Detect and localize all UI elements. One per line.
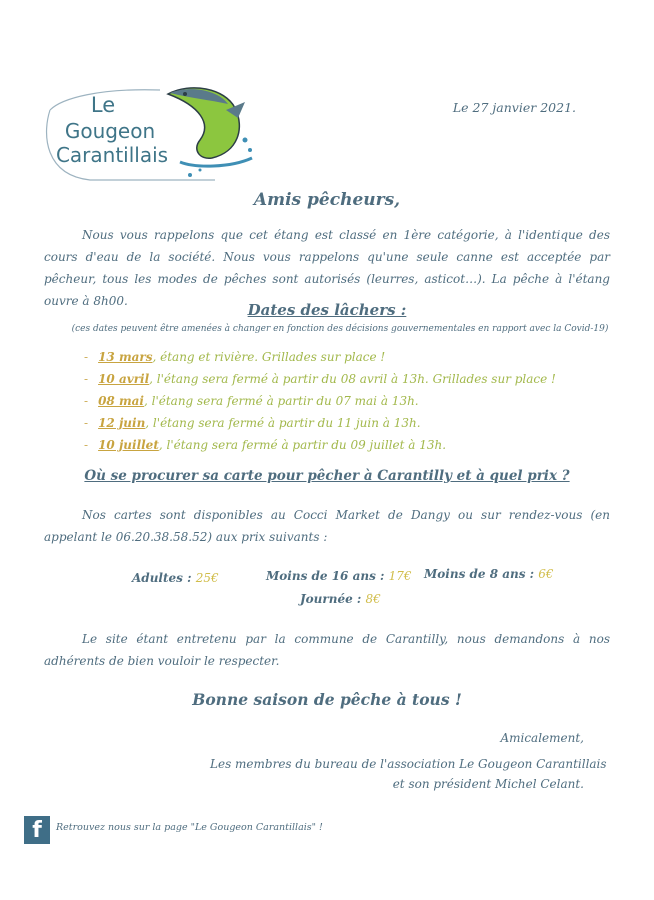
price-label: Moins de 16 ans : <box>266 569 385 583</box>
release-text: , l'étang sera fermé à partir du 11 juin à 13h. <box>145 416 421 430</box>
where-heading: Où se procurer sa carte pour pêcher à Carantilly et à quel prix ? <box>84 468 570 484</box>
price-under16 <box>266 569 412 583</box>
where-paragraph: Nos cartes sont disponibles au Cocci Market de Dangy ou sur rendez-vous (en appelant le 06.20.38.58.52) aux prix suivants : <box>44 508 610 544</box>
season-heading: Bonne saison de pêche à tous ! <box>192 690 462 709</box>
release-date: 08 mai <box>98 394 144 408</box>
release-list <box>84 346 556 456</box>
price-value: 8€ <box>365 592 381 606</box>
list-item: - 10 avril, l'étang sera fermé à partir du 08 avril à 13h. Grillades sur place ! <box>84 372 556 386</box>
fish-icon <box>168 88 245 158</box>
list-item: - 08 mai, l'étang sera fermé à partir du 07 mai à 13h. <box>84 394 419 408</box>
dates-note: (ces dates peuvent être amenées à changer en fonction des décisions gouvernementales en rapport avec la Covid-19) <box>71 324 609 334</box>
signature-greeting: Amicalement, <box>500 731 584 745</box>
price-day <box>300 592 381 606</box>
price-value: 6€ <box>538 567 554 581</box>
release-text: , l'étang sera fermé à partir du 08 avril à 13h. Grillades sur place ! <box>149 372 556 386</box>
price-value: 25€ <box>195 571 219 585</box>
dates-heading: Dates des lâchers : <box>247 301 407 319</box>
price-label: Moins de 8 ans : <box>424 567 535 581</box>
release-text: , l'étang sera fermé à partir du 09 juillet à 13h. <box>158 438 447 452</box>
list-item: - 12 juin, l'étang sera fermé à partir du 11 juin à 13h. <box>84 416 421 430</box>
price-adult <box>132 571 219 585</box>
release-date: 13 mars <box>98 350 153 364</box>
price-under8 <box>424 567 554 581</box>
list-item: - 10 juillet, l'étang sera fermé à partir du 09 juillet à 13h. <box>84 438 447 452</box>
intro-paragraph: Nous vous rappelons que cet étang est classé en 1ère catégorie, à l'identique des cours d'eau de la société. Nous vous rappelons qu'une seule canne est acceptée par pêcheur, tous les modes de pêches sont autorisés (leurres, asticot…). La pêche à l'étang ouvre à 8h00. <box>44 228 610 308</box>
release-text: , l'étang sera fermé à partir du 07 mai à 13h. <box>143 394 419 408</box>
signature-president: et son président Michel Celant. <box>392 777 584 791</box>
release-date: 10 juillet <box>98 438 159 452</box>
facebook-icon: f <box>24 816 50 844</box>
greeting-heading: Amis pêcheurs, <box>253 190 401 210</box>
respect-paragraph: Le site étant entretenu par la commune de Carantilly, nous demandons à nos adhérents de bien vouloir le respecter. <box>44 632 610 668</box>
price-label: Journée : <box>300 592 362 606</box>
logo-line-2: Gougeon <box>64 119 156 143</box>
list-item: - 13 mars, étang et rivière. Grillades sur place ! <box>84 350 386 364</box>
logo <box>40 80 265 190</box>
letter-date: Le 27 janvier 2021. <box>452 100 576 115</box>
logo-line-1: Le <box>90 93 116 117</box>
logo-line-3: Carantillais <box>55 143 169 167</box>
release-text: , étang et rivière. Grillades sur place ! <box>152 350 386 364</box>
release-date: 10 avril <box>98 372 150 386</box>
facebook-footer-text: Retrouvez nous sur la page "Le Gougeon Carantillais" ! <box>56 822 323 833</box>
signature-members: Les membres du bureau de l'association Le Gougeon Carantillais <box>210 757 607 771</box>
release-date: 12 juin <box>98 416 146 430</box>
price-value: 17€ <box>388 569 412 583</box>
price-label: Adultes : <box>132 571 192 585</box>
